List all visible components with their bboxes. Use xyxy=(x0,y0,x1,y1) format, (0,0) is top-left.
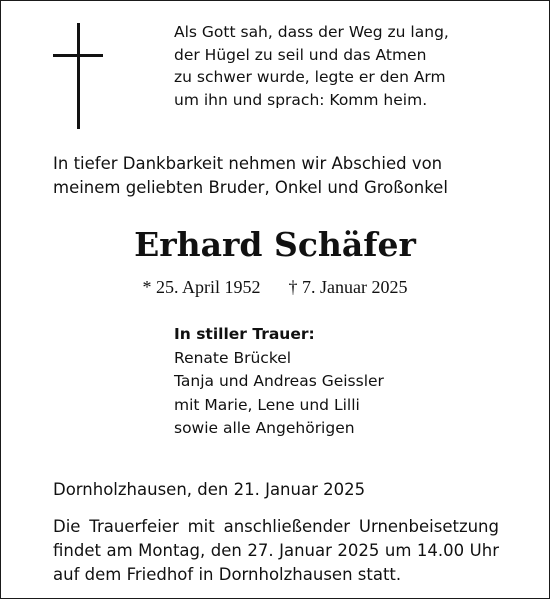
place-and-date: Dornholzhausen, den 21. Januar 2025 xyxy=(53,480,366,499)
intro-text xyxy=(53,152,513,200)
deceased-name: Erhard Schäfer xyxy=(134,225,416,264)
ceremony-info xyxy=(53,515,499,587)
ceremony-line: findet am Montag, den 27. Januar 2025 um 14.00 Uhr xyxy=(53,541,499,560)
mourner-name: Tanja und Andreas Geissler xyxy=(174,372,384,390)
intro-line: In tiefer Dankbarkeit nehmen wir Abschied von xyxy=(53,154,443,173)
intro-line: meinem geliebten Bruder, Onkel und Großonkel xyxy=(53,178,448,197)
poem-line: der Hügel zu seil und das Atmen xyxy=(174,45,427,64)
ceremony-line: Die Trauerfeier mit anschließender Urnenbeisetzung xyxy=(53,517,499,536)
mourners-heading: In stiller Trauer: xyxy=(174,325,315,343)
poem-line: um ihn und sprach: Komm heim. xyxy=(174,90,428,109)
ceremony-line: auf dem Friedhof in Dornholzhausen statt. xyxy=(53,565,402,584)
birth-date: * 25. April 1952 xyxy=(142,277,261,297)
cross-icon xyxy=(53,23,103,129)
death-date: † 7. Januar 2025 xyxy=(288,277,408,297)
poem-line: Als Gott sah, dass der Weg zu lang, xyxy=(174,23,449,41)
mourner-name: sowie alle Angehörigen xyxy=(174,419,355,437)
mourner-name: mit Marie, Lene und Lilli xyxy=(174,395,360,414)
poem xyxy=(174,21,494,111)
poem-line: zu schwer wurde, legte er den Arm xyxy=(174,68,446,86)
life-dates xyxy=(0,275,550,299)
mourners-block xyxy=(174,323,504,441)
mourner-name: Renate Brückel xyxy=(174,348,292,367)
